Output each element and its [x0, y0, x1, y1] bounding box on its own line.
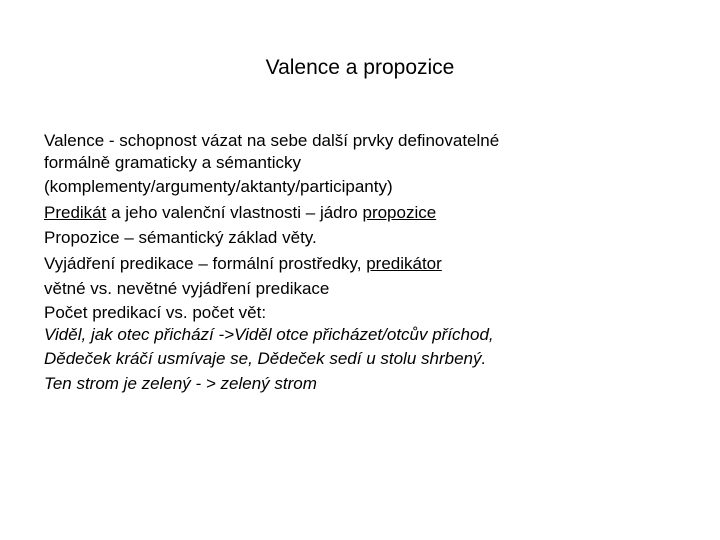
text-line-valence-definition: Valence - schopnost vázat na sebe další prvky definovatelné: [44, 131, 500, 150]
text-line-predicate: [44, 200, 684, 226]
text-line-valence-definition-cont: formálně gramaticky a sémanticky: [44, 153, 301, 172]
slide-title: Valence a propozice: [265, 56, 455, 79]
proposition-term: propozice: [362, 202, 437, 222]
predicate-term: Predikát: [44, 202, 107, 222]
text-line-complements: (komplementy/argumenty/aktanty/participanty): [44, 177, 393, 196]
text-line-sentential: větné vs. nevětné vyjádření predikace: [44, 279, 330, 298]
slide-body: [44, 130, 684, 397]
example-line-3: Ten strom je zelený - > zelený strom: [44, 374, 317, 393]
text-line-count: Počet predikací vs. počet vět:: [44, 302, 267, 322]
text-line-predication: [44, 251, 684, 277]
predicator-term: predikátor: [366, 253, 442, 273]
predication-text: Vyjádření predikace – formální prostředky,: [44, 253, 367, 273]
text-line-proposition: Propozice – sémantický základ věty.: [44, 228, 317, 247]
example-line-2: Dědeček kráčí usmívaje se, Dědeček sedí u stolu shrbený.: [44, 348, 487, 368]
example-line-1: Viděl, jak otec přichází ->Viděl otce přicházet/otcův příchod,: [44, 324, 494, 344]
predicate-text: a jeho valenční vlastnosti – jádro: [106, 202, 363, 222]
